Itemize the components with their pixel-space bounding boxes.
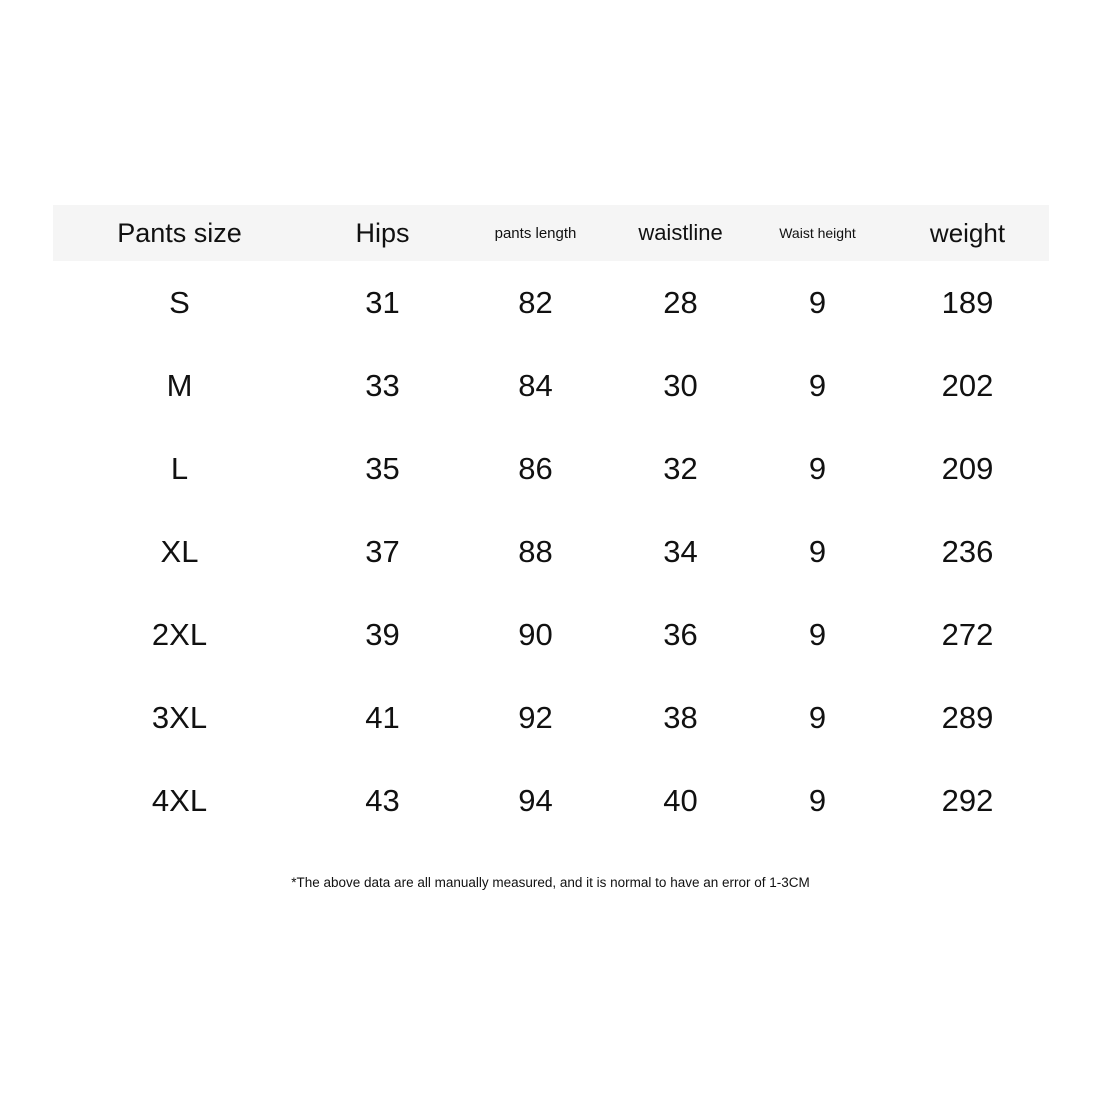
- column-header-hips: Hips: [355, 217, 410, 248]
- cell-waistline: 28: [663, 284, 698, 320]
- cell-size: M: [166, 367, 193, 403]
- cell-waist-height: 9: [808, 450, 827, 486]
- cell-size: XL: [160, 533, 199, 569]
- table-row: [53, 510, 1049, 593]
- table-row: [53, 759, 1049, 842]
- cell-weight: 292: [941, 782, 994, 818]
- table-body: [53, 261, 1049, 842]
- cell-size: S: [169, 284, 190, 320]
- cell-waistline: 40: [663, 782, 698, 818]
- cell-size: L: [170, 450, 189, 486]
- column-header-weight: weight: [929, 217, 1006, 248]
- measurement-disclaimer: *The above data are all manually measured, and it is normal to have an error of 1-3CM: [291, 875, 810, 890]
- column-header-waistline: waistline: [638, 220, 723, 245]
- table-row: [53, 676, 1049, 759]
- table-header-row: [53, 205, 1049, 261]
- cell-waist-height: 9: [808, 367, 827, 403]
- cell-waistline: 32: [663, 450, 698, 486]
- cell-waist-height: 9: [808, 533, 827, 569]
- cell-waist-height: 9: [808, 699, 827, 735]
- size-table: [53, 205, 1049, 842]
- cell-pants-length: 94: [518, 782, 553, 818]
- cell-waistline: 36: [663, 616, 698, 652]
- table-header: [53, 205, 1049, 261]
- cell-waistline: 30: [663, 367, 698, 403]
- column-header-waist-height: Waist height: [779, 225, 856, 241]
- cell-pants-length: 86: [518, 450, 553, 486]
- cell-hips: 37: [365, 533, 400, 569]
- table-row: [53, 427, 1049, 510]
- cell-pants-length: 88: [518, 533, 553, 569]
- table-row: [53, 344, 1049, 427]
- cell-size: 3XL: [151, 699, 208, 735]
- cell-size: 2XL: [151, 616, 208, 652]
- cell-waist-height: 9: [808, 616, 827, 652]
- cell-size: 4XL: [151, 782, 208, 818]
- cell-weight: 209: [941, 450, 994, 486]
- cell-hips: 43: [365, 782, 400, 818]
- table-row: [53, 261, 1049, 344]
- cell-waistline: 38: [663, 699, 698, 735]
- cell-pants-length: 82: [518, 284, 553, 320]
- cell-weight: 189: [941, 284, 994, 320]
- cell-weight: 272: [941, 616, 994, 652]
- cell-weight: 289: [941, 699, 994, 735]
- cell-hips: 35: [365, 450, 400, 486]
- cell-waistline: 34: [663, 533, 698, 569]
- size-table-container: [53, 205, 1049, 842]
- column-header-pants-size: Pants size: [117, 217, 242, 248]
- cell-waist-height: 9: [808, 284, 827, 320]
- cell-hips: 39: [365, 616, 400, 652]
- cell-weight: 202: [941, 367, 994, 403]
- cell-pants-length: 90: [518, 616, 553, 652]
- table-row: [53, 593, 1049, 676]
- cell-hips: 31: [365, 284, 400, 320]
- cell-pants-length: 92: [518, 699, 553, 735]
- column-header-pants-length: pants length: [494, 224, 577, 242]
- cell-waist-height: 9: [808, 782, 827, 818]
- cell-pants-length: 84: [518, 367, 553, 403]
- cell-weight: 236: [941, 533, 994, 569]
- cell-hips: 33: [365, 367, 400, 403]
- cell-hips: 41: [365, 699, 400, 735]
